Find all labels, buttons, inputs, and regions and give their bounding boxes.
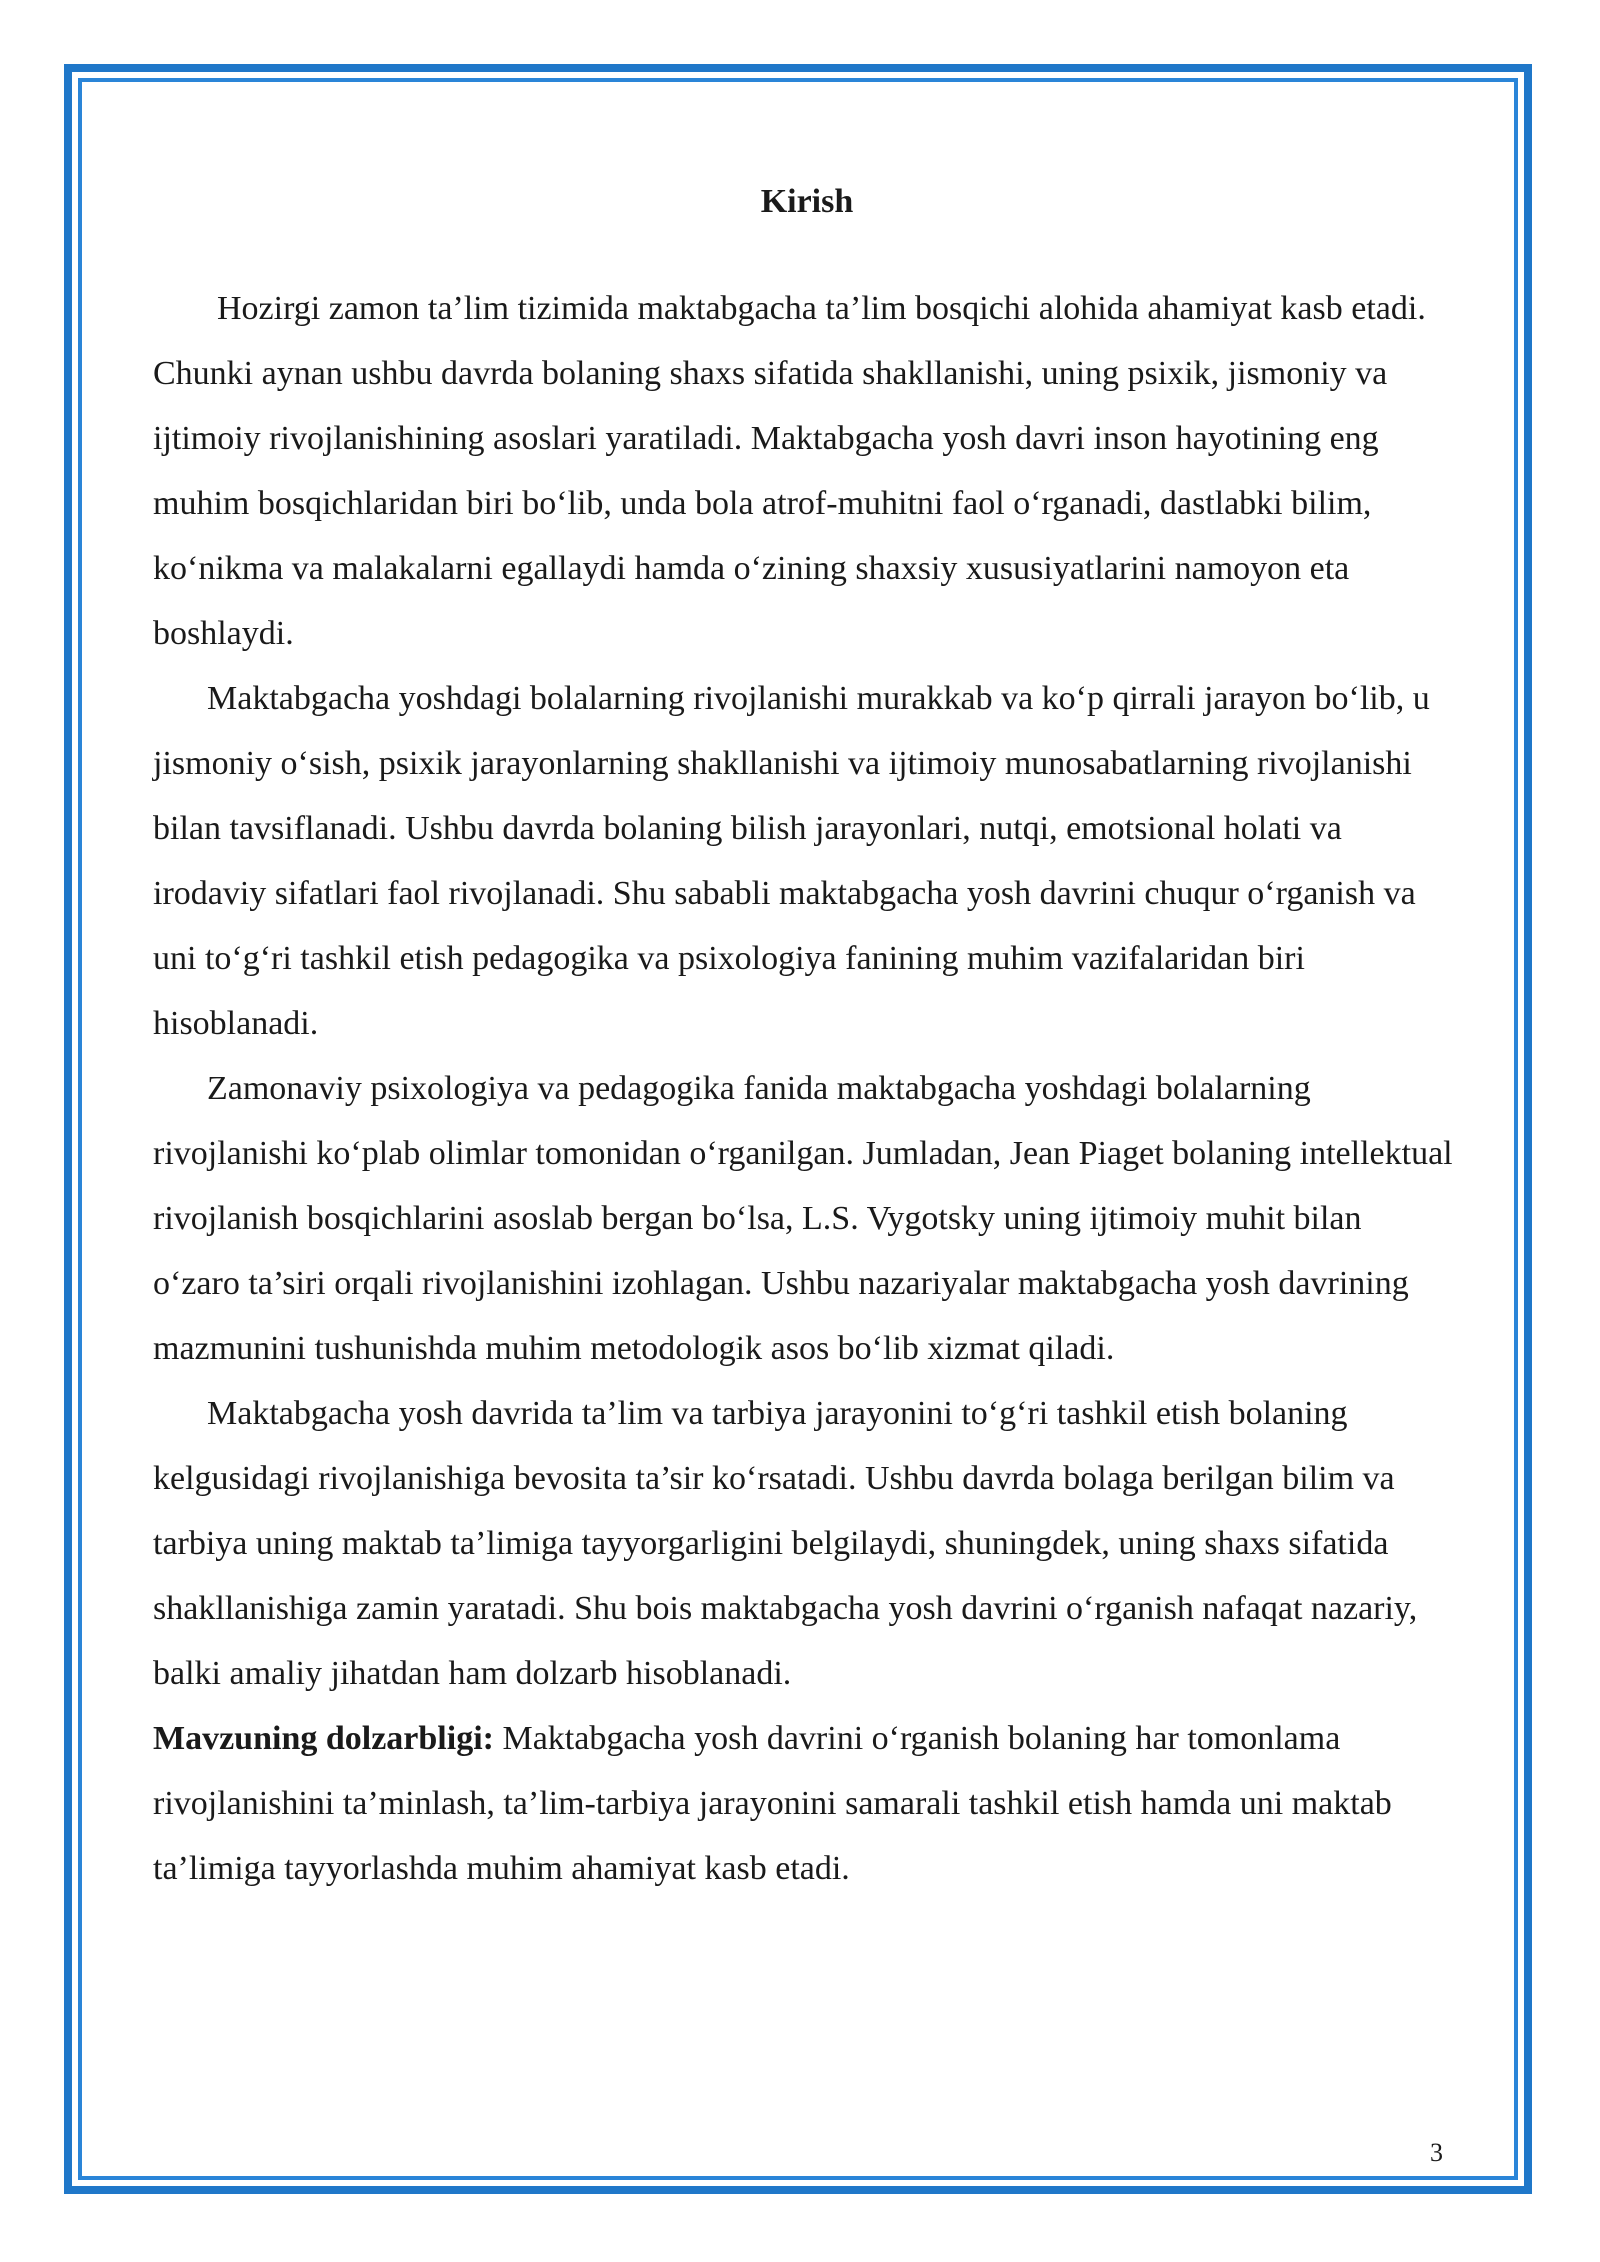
paragraph-2: Maktabgacha yoshdagi bolalarning rivojlanishi murakkab va ko‘p qirrali jarayon bo‘lib, u jismoniy o‘sish, psixik jarayonlarning shakllanishi va ijtimoiy munosabatlarning rivojlanishi bilan tavsiflanadi. Ushbu davrda bolaning bilish jarayonlari, nutqi, emotsional holati va irodaviy sifatlari faol rivojlanadi. Shu sababli maktabgacha yosh davrini chuqur o‘rganish va uni to‘g‘ri tashkil etish pedagogika va psixologiya fanining muhim vazifalaridan biri hisoblanadi. bbox=[153, 680, 1430, 1042]
page-number: 3 bbox=[1430, 2138, 1443, 2167]
paragraph-3: Zamonaviy psixologiya va pedagogika fanida maktabgacha yoshdagi bolalarning rivojlanishi ko‘plab olimlar tomonidan o‘rganilgan. Jumladan, Jean Piaget bolaning intellektual rivojlanish bosqichlarini asoslab bergan bo‘lsa, L.S. Vygotsky uning ijtimoiy muhit bilan o‘zaro ta’siri orqali rivojlanishini izohlagan. Ushbu nazariyalar maktabgacha yosh davrining mazmunini tushunishda muhim metodologik asos bo‘lib xizmat qiladi. bbox=[153, 1070, 1453, 1367]
relevance-text: Maktabgacha yosh davrini o‘rganish bolaning har tomonlama rivojlanishini ta’minlash, ta’lim-tarbiya jarayonini samarali tashkil etish hamda uni maktab ta’limiga tayyorlashda muhim ahamiyat kasb etadi. bbox=[153, 1720, 1392, 1887]
relevance-paragraph bbox=[153, 1706, 1453, 1901]
paragraph-4: Maktabgacha yosh davrida ta’lim va tarbiya jarayonini to‘g‘ri tashkil etish bolaning kelgusidagi rivojlanishiga bevosita ta’sir ko‘rsatadi. Ushbu davrda bolaga berilgan bilim va tarbiya uning maktab ta’limiga tayyorgarligini belgilaydi, shuningdek, uning shaxs sifatida shakllanishiga zamin yaratadi. Shu bois maktabgacha yosh davrini o‘rganish nafaqat nazariy, balki amaliy jihatdan ham dolzarb hisoblanadi. bbox=[153, 1395, 1418, 1692]
relevance-label: Mavzuning dolzarbligi: bbox=[153, 1720, 494, 1757]
paragraph-1: Hozirgi zamon ta’lim tizimida maktabgacha ta’lim bosqichi alohida ahamiyat kasb etadi. Chunki aynan ushbu davrda bolaning shaxs sifatida shakllanishi, uning psixik, jismoniy va ijtimoiy rivojlanishining asoslari yaratiladi. Maktabgacha yosh davri inson hayotining eng muhim bosqichlaridan biri bo‘lib, unda bola atrof-muhitni faol o‘rganadi, dastlabki bilim, ko‘nikma va malakalarni egallaydi hamda o‘zining shaxsiy xususiyatlarini namoyon eta boshlaydi. bbox=[153, 290, 1426, 652]
document-body bbox=[153, 178, 1453, 1901]
document-title: Kirish bbox=[760, 183, 854, 220]
